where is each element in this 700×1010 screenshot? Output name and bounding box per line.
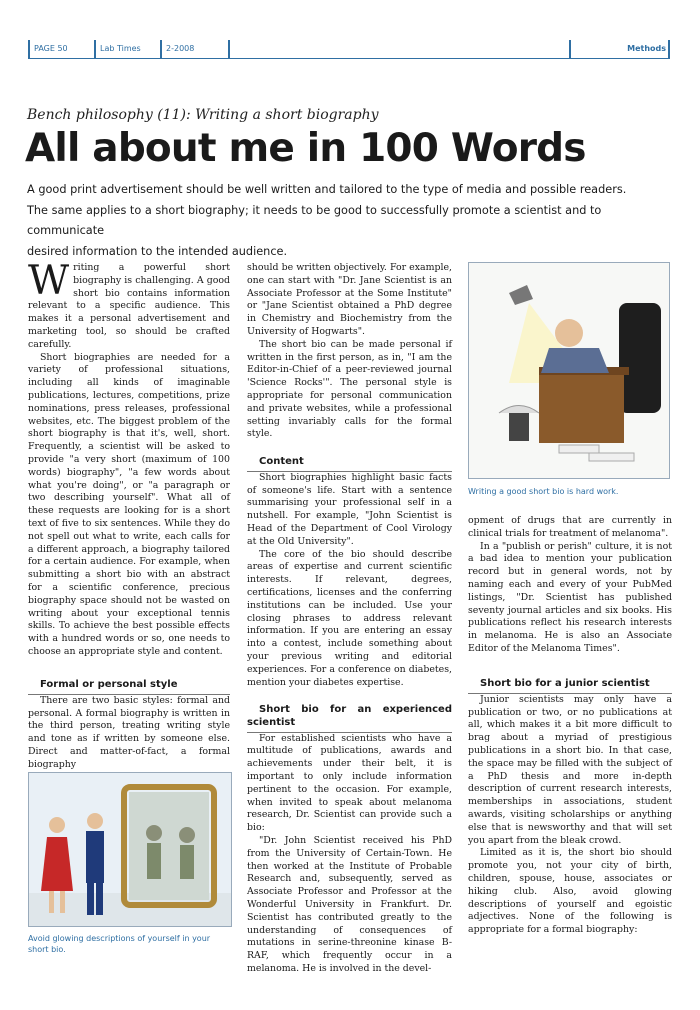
paragraph: Junior scientists may only have a publication or two, or no publications at all, which makes it a bit more difficult to brag about a myriad of prestigious publications in a short bio. In that case, the space may be filled with the subject of a PhD thesis and more in-depth description of current research interests, memberships in associations, student awards, visiting scholarships or anything else that is newsworthy and that will set you apart from the bleak crowd. (468, 693, 672, 846)
header-divider (668, 40, 670, 58)
paragraph: For established scientists who have a multitude of publications, awards and achievements under their belt, it is important to only include information pertinent to the occasion. For example, when invited to speak about melanoma research, Dr. Scientist can provide such a bio: (247, 732, 452, 834)
paragraph: Short biographies highlight basic facts of someone's life. Start with a sentence summarising your professional self in a nutshell. For example, "John Scientist is Head of the Department of Cool Virology at the Old University". (247, 471, 452, 547)
article-title: All about me in 100 Words (25, 126, 586, 171)
standfirst-line: A good print advertisement should be well written and tailored to the type of media and possible readers. (27, 183, 627, 196)
paragraph: "Dr. John Scientist received his PhD from the University of Certain-Town. He then worked at the Institute of Probable Research and, subsequently, served as Associate Professor and Professor at the Wonderful University in Frankfurt. Dr. Scientist has contributed greatly to the understanding of consequences of mutations in serine-threonine kinase B-RAF, which frequently occur in a melanoma. He is involved in the devel- (247, 834, 452, 974)
column-2-middle (247, 456, 452, 689)
paragraph (28, 258, 230, 352)
magazine-name: Lab Times (100, 44, 141, 53)
illustration-mirror (28, 772, 232, 927)
drop-cap: W (28, 258, 70, 304)
paragraph: Short biographies are needed for a variety of professional situations, including all kinds of imaginable publications, lectures, competitions, prize nominations, press releases, professional websites, etc. The biggest problem of the short biography is that it's, well, short. Frequently, a scientist will be asked to provide "a very short (maximum of 100 words) biography", "a few words about what you're doing", or "a paragraph or two describing yourself". What all of these requests are looking for is a short text of five to six sentences. While they do not spell out what to write, each calls for a different approach, a biography tailored for a certain audience. For example, when submitting a short bio with an abstract for a scientific conference, precious biography space should not be wasted on writing about your exceptional tennis skills. To achieve the best possible effects with a hundred words or so, one needs to choose an appropriate style and content. (28, 351, 230, 657)
paragraph: In a "publish or perish" culture, it is not a bad idea to mention your publication record but in general words, not by naming each and every of your PubMed listings, "Dr. Scientist has published seventy journal articles and six books. His publications reflect his research interests in melanoma. He is also an Associate Editor of the Melanoma Times". (468, 540, 672, 654)
column-1-bottom (28, 679, 230, 772)
column-2 (247, 262, 452, 441)
header-divider (569, 40, 571, 58)
paragraph: The core of the bio should describe areas of expertise and current scientific interests. If relevant, degrees, certifications, licenses and the conferring institutions can be included. Use your closing phrases to address relevant information. If you are entering an essay into a contest, include something about your previous writing and editorial experiences. For a conference on diabetes, mention your diabetes expertise. (247, 548, 452, 688)
mirror-illustration (29, 773, 231, 926)
section-heading: Content (247, 456, 452, 472)
running-header (28, 40, 670, 59)
paragraph: Limited as it is, the short bio should promote you, not your city of birth, children, spouse, house, associates or hiking club. Also, avoid glowing descriptions of yourself and egoistic adjectives. None of the following is appropriate for a formal biography: (468, 847, 672, 936)
page-number: PAGE 50 (34, 44, 68, 53)
paragraph-text: riting a powerful short biography is challenging. A good short bio contains information relevant to a specific audience. This makes it a personal advertisement and marketing tool, so should be crafted carefully. (28, 262, 230, 350)
standfirst-line: desired information to the intended audience. (27, 244, 288, 258)
standfirst (27, 180, 667, 262)
paragraph: should be written objectively. For example, one can start with "Dr. Jane Scientist is an Associate Professor at the Some Institute" or "Jane Scientist obtained a PhD degree in Chemistry and Biochemistry from the University of Hogwarts". (247, 262, 452, 337)
column-3 (468, 515, 672, 656)
figure-caption: Avoid glowing descriptions of yourself in your short bio. (28, 934, 211, 954)
paragraph: There are two basic styles: formal and personal. A formal biography is written in the third person, treating writing style and tone as if written by someone else. Direct and matter-of-fact, a formal biography (28, 694, 230, 770)
standfirst-line: The same applies to a short biography; it needs to be good to successfully promote a scientist and to communicate (27, 203, 602, 237)
desk-illustration (469, 263, 669, 478)
section-heading: Short bio for a junior scientist (468, 678, 672, 694)
figure-caption: Writing a good short bio is hard work. (468, 487, 619, 496)
header-divider (228, 40, 230, 58)
section-heading: Formal or personal style (28, 679, 230, 695)
paragraph: opment of drugs that are currently in clinical trials for treatment of melanoma". (468, 515, 672, 539)
column-2-bottom (247, 704, 452, 976)
section-heading: Short bio for an experienced scientist (247, 704, 452, 733)
paragraph: The short bio can be made personal if written in the first person, as in, "I am the Editor-in-Chief of a peer-reviewed journal 'Science Rocks'". The personal style is appropriate for personal communication and private websites, while a professional setting invariably calls for the formal style. (247, 338, 452, 440)
column-1 (28, 258, 230, 659)
section-name: Methods (627, 44, 666, 53)
issue-number: 2-2008 (166, 44, 195, 53)
column-3-bottom (468, 678, 672, 937)
article-kicker: Bench philosophy (11): Writing a short biography (27, 107, 379, 123)
illustration-desk (468, 262, 670, 479)
